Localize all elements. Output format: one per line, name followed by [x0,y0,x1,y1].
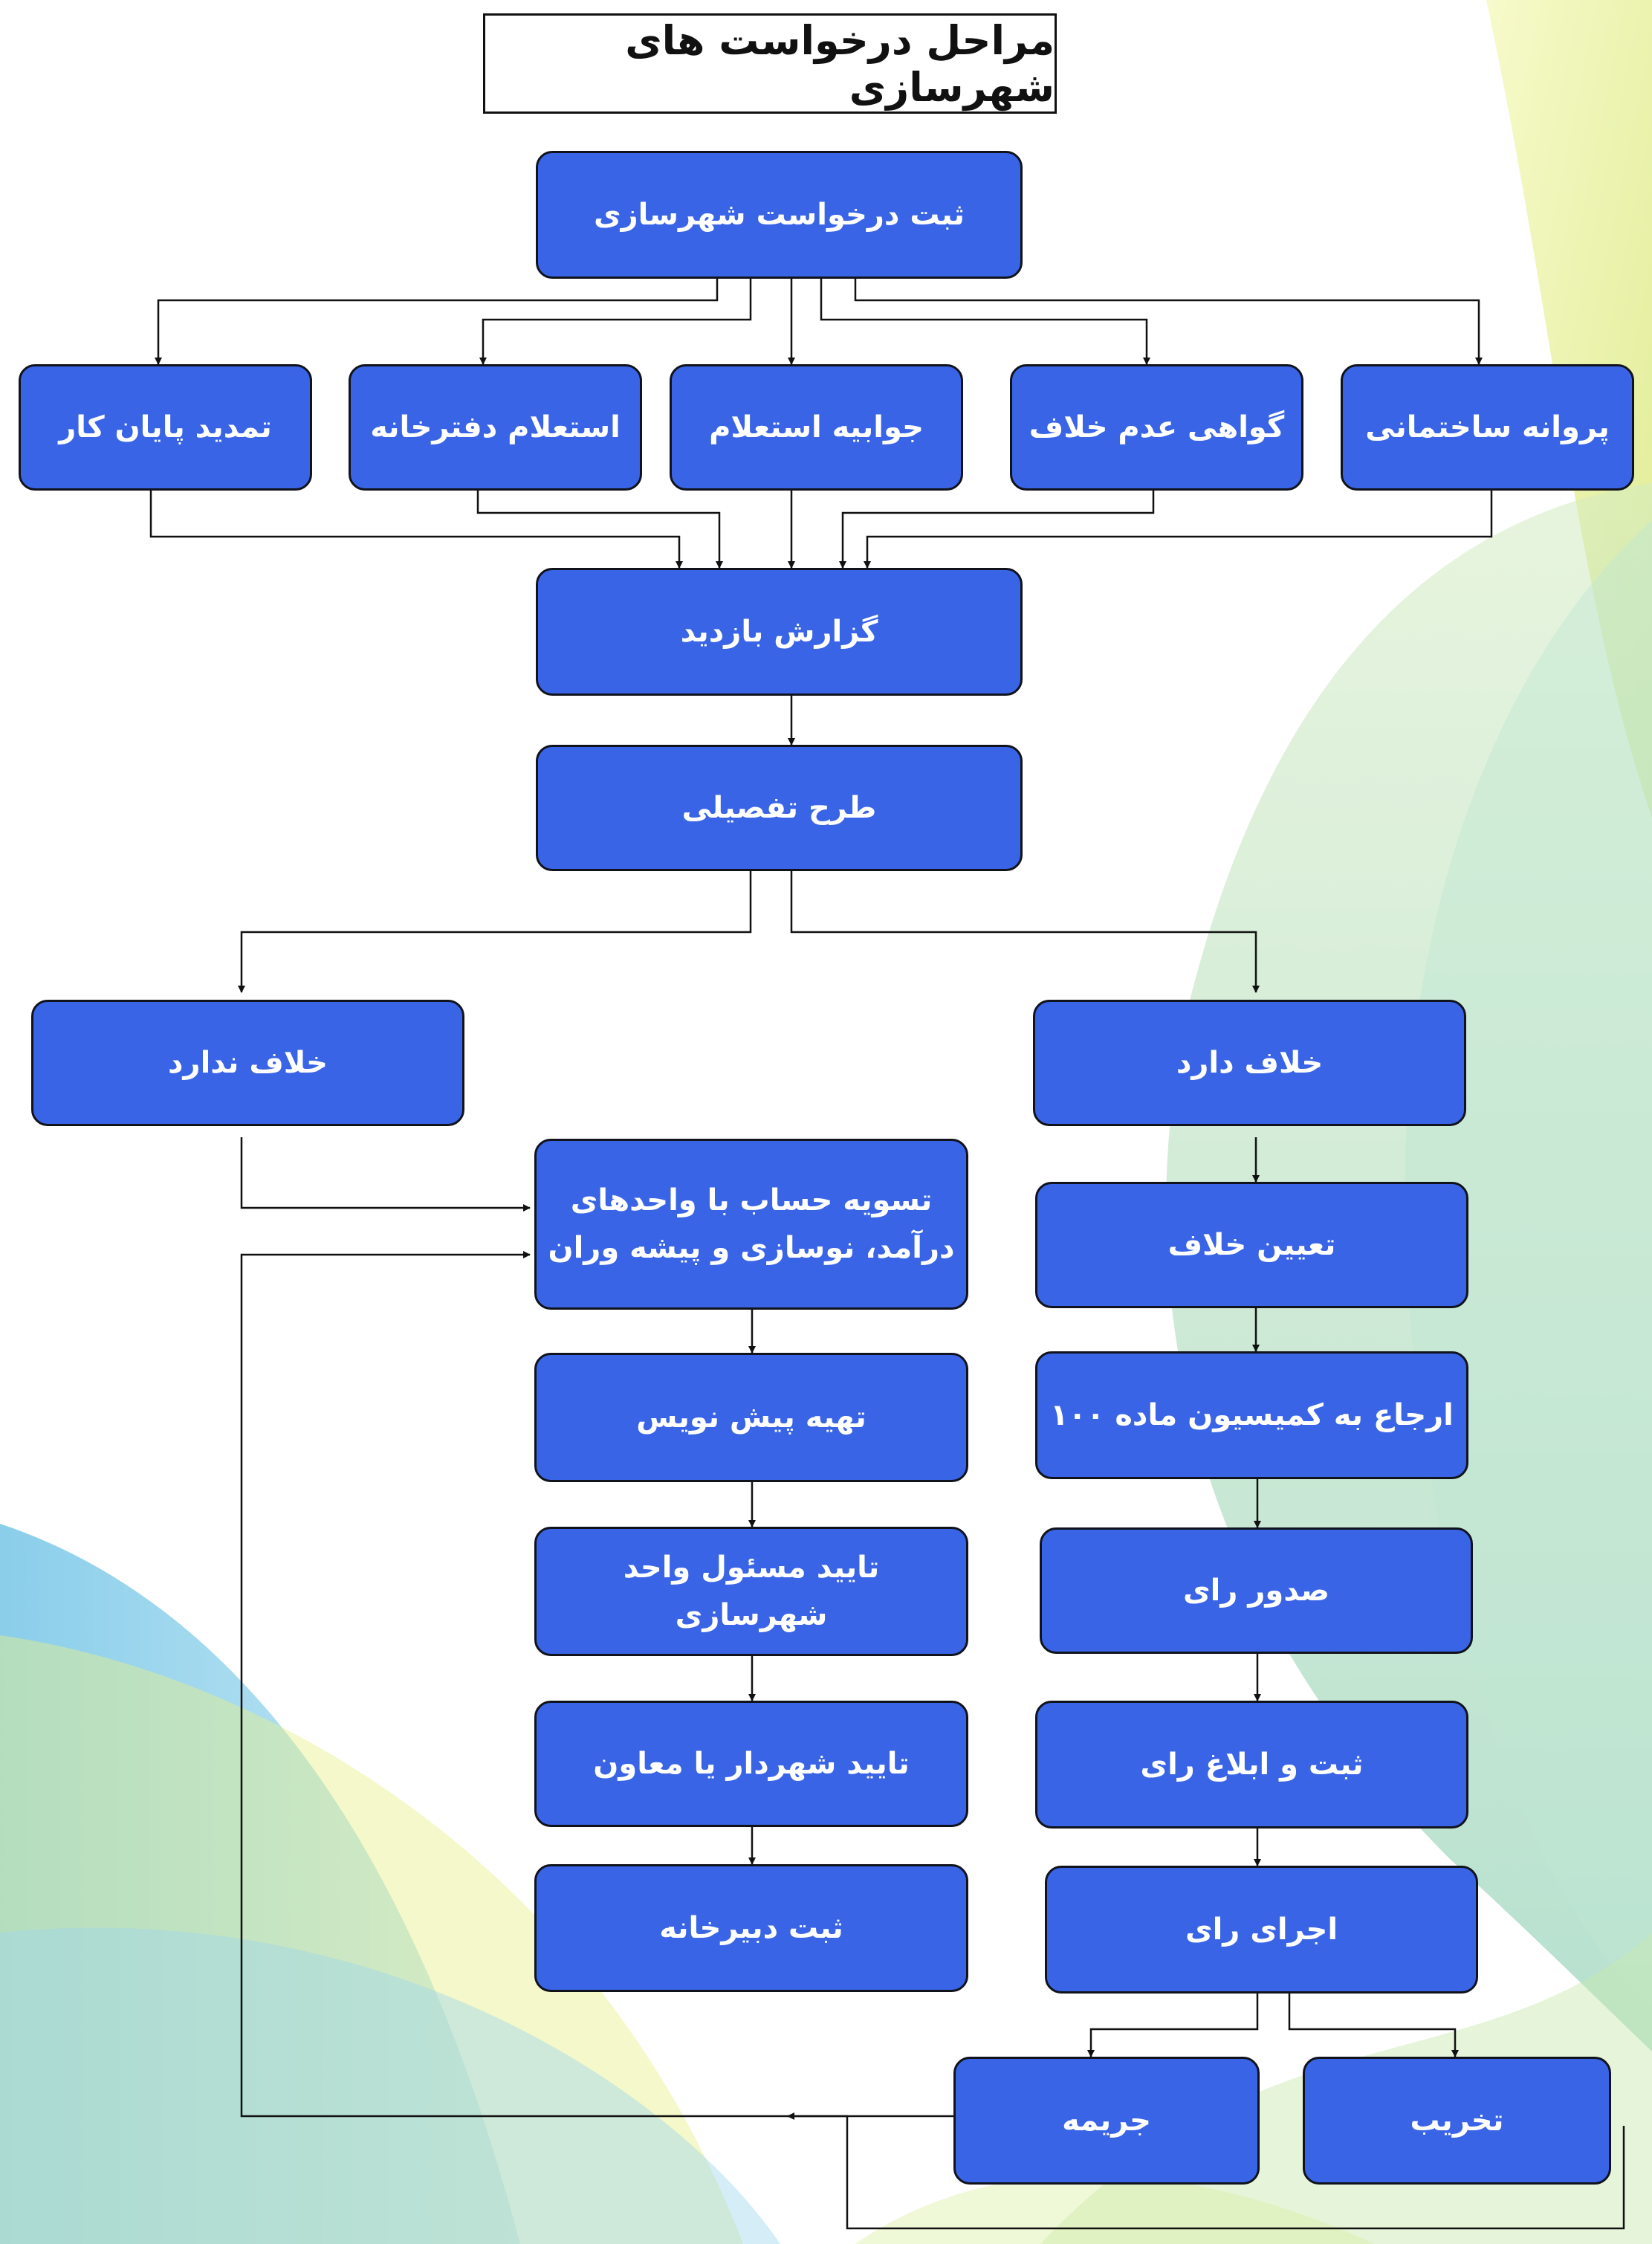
node-verdict-execute[interactable] [1045,1866,1478,1994]
node-label: استعلام دفترخانه [370,410,621,444]
arrow-notary-inquiry-to-inspection [478,491,719,568]
arrow-plan-to-has-violation [791,871,1256,992]
node-no-violation-certificate[interactable] [1010,364,1303,491]
node-label: ثبت و ابلاغ رای [1140,1747,1364,1782]
node-draft[interactable] [534,1353,968,1482]
arrow-register-to-notary-inquiry [483,279,751,364]
arrow-register-to-extend-completion [158,279,717,364]
node-label: پروانه ساختمانی [1365,410,1610,444]
node-label: طرح تفصیلی [681,791,877,825]
arrow-no-violation-to-settlement [242,1137,530,1208]
node-label: ارجاع به کمیسیون ماده ۱۰۰ [1050,1398,1454,1432]
node-unit-head-approval[interactable] [534,1527,968,1656]
node-determine-violation[interactable] [1035,1182,1468,1308]
page-title: مراحل درخواست های شهرسازی [483,13,1057,114]
node-commission-referral[interactable] [1035,1351,1468,1479]
arrow-no-violation-cert-to-inspection [843,491,1153,568]
node-label: تهیه پیش نویس [636,1400,867,1435]
arrow-extend-completion-to-inspection [151,491,679,568]
node-label: تمدید پایان کار [59,410,272,444]
node-inquiry-response[interactable] [670,364,963,491]
node-label: اجرای رای [1185,1912,1338,1947]
node-label: خلاف دارد [1176,1046,1324,1080]
node-verdict-register[interactable] [1035,1701,1468,1828]
node-label: صدور رای [1183,1574,1329,1608]
node-label-line1: تسویه حساب با واحدهای [570,1183,933,1218]
node-inspection-report[interactable] [536,568,1023,696]
node-demolition[interactable] [1303,2057,1611,2185]
arrow-execute-to-fine [1091,1994,1257,2057]
node-verdict-issue[interactable] [1040,1527,1473,1654]
node-label: جریمه [1062,2104,1151,2138]
node-has-violation[interactable] [1033,1000,1466,1126]
arrow-register-to-permit [855,279,1479,364]
node-notary-inquiry[interactable] [349,364,642,491]
node-label: جوابیه استعلام [709,410,924,444]
node-label: گواهی عدم خلاف [1029,410,1285,444]
node-label: تخریب [1410,2104,1504,2138]
node-register-request[interactable] [536,151,1023,279]
node-label: تایید مسئول واحد شهرسازی [623,1551,880,1632]
arrow-execute-to-demolition [1289,1994,1455,2057]
arrow-permit-to-inspection [867,491,1491,568]
node-no-violation[interactable] [31,1000,464,1126]
node-detailed-plan[interactable] [536,745,1023,871]
node-label: ثبت درخواست شهرسازی [593,198,965,232]
node-label: تایید شهردار یا معاون [593,1747,910,1781]
node-label: خلاف ندارد [168,1046,328,1080]
node-label: ثبت دبیرخانه [659,1911,843,1945]
node-label: گزارش بازدید [680,615,878,649]
node-label-line2: درآمد، نوسازی و پیشه وران [548,1231,955,1265]
node-settlement[interactable] [534,1139,968,1310]
node-building-permit[interactable] [1341,364,1634,491]
node-secretariat[interactable] [534,1864,968,1992]
node-label: تعیین خلاف [1167,1228,1336,1262]
node-mayor-approval[interactable] [534,1701,968,1827]
arrow-plan-to-no-violation [242,871,751,992]
arrow-register-to-no-violation-cert [821,279,1147,364]
node-fine[interactable] [953,2057,1260,2185]
node-extend-completion[interactable] [19,364,312,491]
